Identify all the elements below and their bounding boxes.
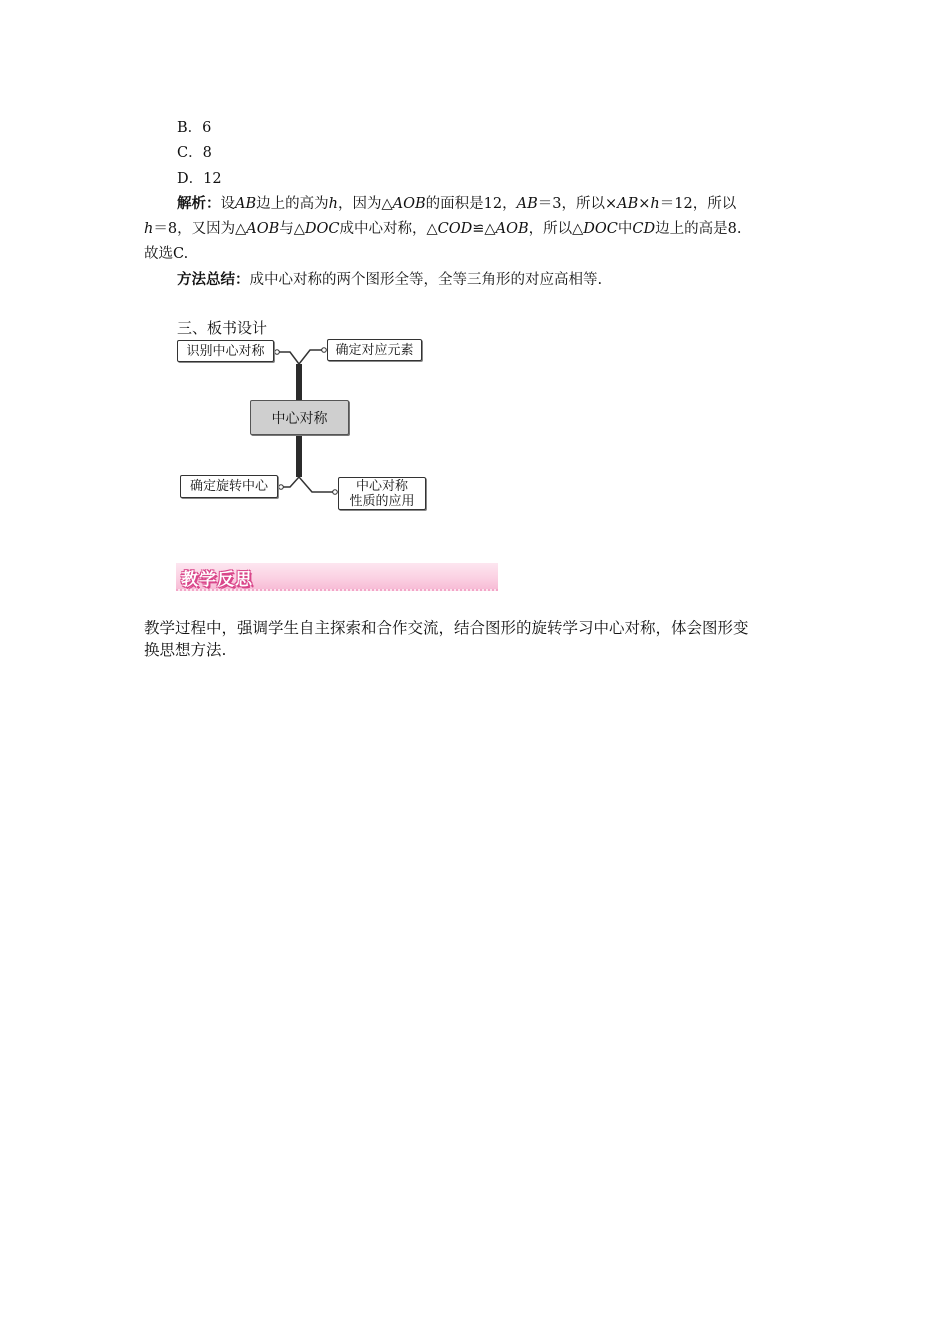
analysis-text: 设 [220, 196, 235, 212]
math-var: AOB [495, 221, 529, 237]
analysis-text: ，所以△ [528, 221, 584, 237]
math-var: AB [617, 196, 639, 212]
reflection-title: 教学反思 [181, 570, 253, 590]
mindmap-node-rotation-center: 确定旋转中心 [180, 475, 278, 498]
analysis-text: × [638, 196, 651, 212]
summary-label: 方法总结 [177, 272, 235, 288]
analysis-text: ，因为△ [337, 196, 393, 212]
math-var: DOC [304, 221, 340, 237]
mindmap-center-node: 中心对称 [250, 400, 349, 435]
analysis-text: 的面积是12， [425, 196, 517, 212]
option-d: D．12 [177, 171, 222, 187]
analysis-line-2 [144, 219, 741, 239]
analysis-text: 成中心对称，△ [339, 221, 438, 237]
mindmap-node-corresponding: 确定对应元素 [327, 339, 422, 361]
mindmap-node-identify: 识别中心对称 [177, 340, 274, 362]
board-heading: 三、板书设计 [177, 319, 268, 337]
analysis-text: ＝3，所以× [537, 196, 618, 212]
math-var: CD [632, 221, 656, 237]
math-var: h [144, 221, 154, 237]
node-line: 性质的应用 [349, 493, 415, 509]
analysis-line-1 [177, 194, 736, 214]
summary-text: 成中心对称的两个图形全等，全等三角形的对应高相等. [249, 272, 603, 288]
analysis-label: 解析 [177, 196, 206, 212]
analysis-text: ＝8，又因为△ [153, 221, 247, 237]
analysis-text: 中 [617, 221, 633, 237]
analysis-text: ＝12，所以 [659, 196, 737, 212]
math-var: h [650, 196, 660, 212]
option-b: B．6 [177, 120, 212, 136]
analysis-text: ≌△ [472, 221, 496, 237]
math-var: AB [516, 196, 538, 212]
method-summary [177, 270, 602, 290]
mindmap-node-application [338, 477, 426, 510]
math-var: AOB [392, 196, 426, 212]
math-var: DOC [583, 221, 618, 237]
analysis-text: 边上的高为 [256, 196, 329, 212]
analysis-colon: ： [206, 196, 221, 212]
analysis-line-3: 故选C. [144, 246, 189, 262]
reflection-line-1: 教学过程中，强调学生自主探索和合作交流，结合图形的旋转学习中心对称，体会图形变 [144, 619, 749, 637]
math-var: AOB [246, 221, 280, 237]
analysis-text: 与△ [279, 221, 305, 237]
summary-colon: ： [235, 272, 250, 288]
math-var: AB [235, 196, 257, 212]
reflection-line-2: 换思想方法. [144, 641, 227, 659]
node-line: 中心对称 [355, 478, 408, 494]
analysis-text: 边上的高是8. [655, 221, 742, 237]
math-var: h [328, 196, 338, 212]
option-c: C．8 [177, 145, 212, 161]
math-var: COD [437, 221, 473, 237]
